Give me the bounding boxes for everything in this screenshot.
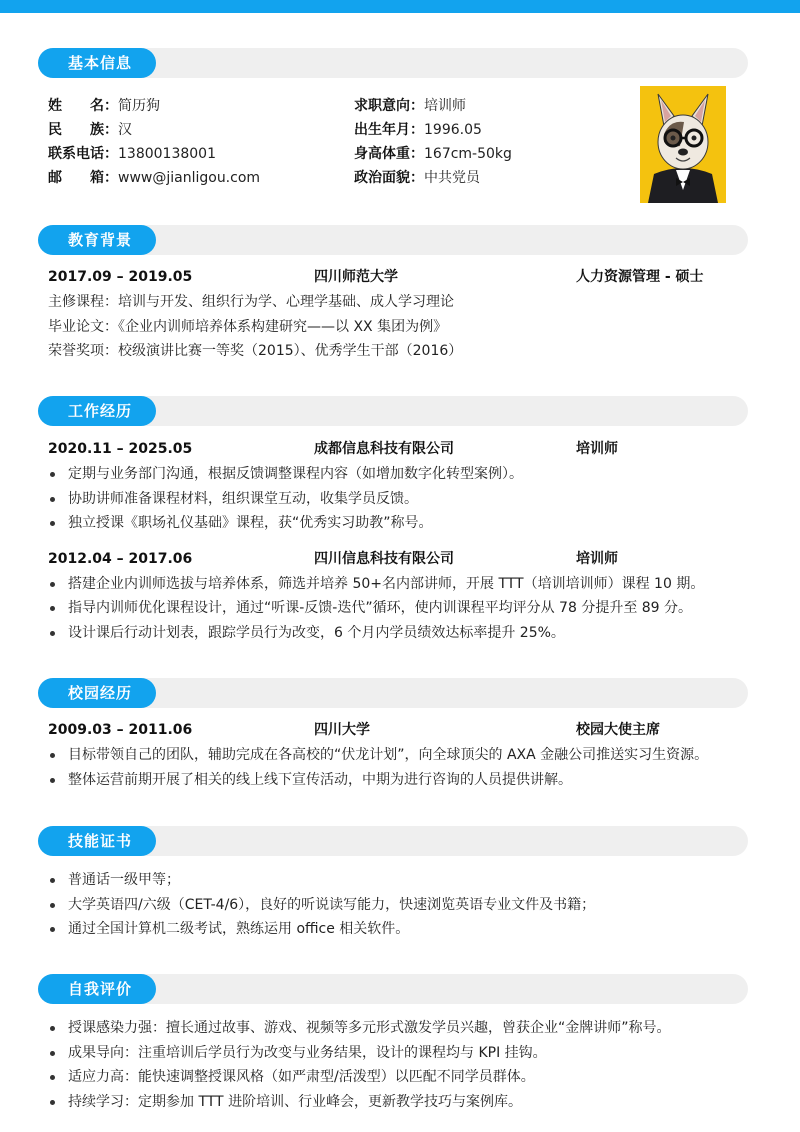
bullet-dot xyxy=(50,1100,55,1105)
profile-photo xyxy=(640,86,726,203)
basic-info-row xyxy=(48,142,608,166)
bullet-dot xyxy=(50,1051,55,1056)
section-title: 技能证书 xyxy=(38,826,156,856)
section-header xyxy=(38,974,748,1004)
list-item-text: 搭建企业内训师选拔与培养体系，筛选并培养 50+名内部讲师，开展 TTT（培训培训师）课程 10 期。 xyxy=(68,575,705,592)
list-item-text: 定期与业务部门沟通，根据反馈调整课程内容（如增加数字化转型案例）。 xyxy=(68,466,523,482)
section-basic-info xyxy=(38,48,748,186)
list-item xyxy=(38,1016,748,1041)
bullet-dot xyxy=(50,606,55,611)
list-item-text: 整体运营前期开展了相关的线上线下宣传活动，中期为进行咨询的人员提供讲解。 xyxy=(68,771,572,788)
field-label: 邮 箱： xyxy=(48,170,118,186)
bullet-dot xyxy=(50,903,55,908)
list-item xyxy=(38,743,748,768)
section-header xyxy=(38,48,748,78)
list-item xyxy=(38,868,748,893)
bullet-dot xyxy=(50,878,55,883)
entry-date: 2009.03 – 2011.06 xyxy=(48,722,193,738)
list-item-text: 大学英语四/六级（CET-4/6），良好的听说读写能力，快速浏览英语专业文件及书籍； xyxy=(68,896,596,913)
field-value: 167cm-50kg xyxy=(424,146,512,162)
list-item xyxy=(38,621,748,646)
bullet-dot xyxy=(50,631,55,636)
bullet-dot xyxy=(50,582,55,587)
basic-info-row xyxy=(48,94,608,118)
list-item-text: 授课感染力强：擅长通过故事、游戏、视频等多元形式激发学员兴趣，曾获企业“金牌讲师”称号。 xyxy=(68,1020,671,1036)
bullet-dot xyxy=(50,497,55,502)
basic-info-grid xyxy=(48,94,608,190)
work-entry-header xyxy=(38,437,748,462)
list-item xyxy=(38,511,748,536)
entry-org: 四川大学 xyxy=(314,722,370,738)
bullet-dot xyxy=(50,753,55,758)
field-value: 13800138001 xyxy=(118,146,216,162)
list-item xyxy=(38,462,748,487)
entry-date: 2012.04 – 2017.06 xyxy=(48,550,193,567)
email-value: www@jianligou.com xyxy=(118,170,261,186)
field-label: 联系电话： xyxy=(48,146,118,162)
list-item-text: 设计课后行动计划表，跟踪学员行为改变，6 个月内学员绩效达标率提升 25%。 xyxy=(68,624,565,641)
section-self-evaluation xyxy=(38,974,748,1114)
work-entry-header xyxy=(38,547,748,572)
section-education xyxy=(38,225,748,364)
field-label: 民 族： xyxy=(48,122,118,138)
list-item xyxy=(38,1065,748,1090)
section-work xyxy=(38,396,748,645)
education-detail-line: 荣誉奖项：校级演讲比赛一等奖（2015）、优秀学生干部（2016） xyxy=(48,343,463,359)
field-label: 身高体重： xyxy=(354,146,424,162)
section-campus xyxy=(38,678,748,792)
list-item-text: 普通话一级甲等； xyxy=(68,872,180,888)
list-item-text: 目标带领自己的团队，辅助完成在各高校的“伏龙计划”，向全球顶尖的 AXA 金融公司推送实习生资源。 xyxy=(68,747,709,763)
entry-company: 成都信息科技有限公司 xyxy=(314,441,454,457)
list-item xyxy=(38,917,748,942)
entry-date: 2017.09 – 2019.05 xyxy=(48,269,193,285)
field-label: 求职意向： xyxy=(354,98,424,114)
bullet-dot xyxy=(50,1075,55,1080)
entry-role: 校园大使主席 xyxy=(576,722,660,738)
list-item-text: 协助讲师准备课程材料，组织课堂互动，收集学员反馈。 xyxy=(68,490,418,507)
list-item xyxy=(38,572,748,597)
section-title: 校园经历 xyxy=(38,678,156,708)
field-value: 1996.05 xyxy=(424,122,482,138)
entry-date: 2020.11 – 2025.05 xyxy=(48,441,193,457)
entry-role: 培训师 xyxy=(576,441,618,457)
list-item-text: 持续学习：定期参加 TTT 进阶培训、行业峰会，更新教学技巧与案例库。 xyxy=(68,1093,523,1110)
education-detail-line: 主修课程：培训与开发、组织行为学、心理学基础、成人学习理论 xyxy=(48,294,454,310)
list-item-text: 适应力高：能快速调整授课风格（如严肃型/活泼型）以匹配不同学员群体。 xyxy=(68,1069,535,1085)
field-label: 政治面貌： xyxy=(354,170,424,186)
campus-entry-header xyxy=(38,718,748,743)
bullet-dot xyxy=(50,927,55,932)
section-skills xyxy=(38,826,748,942)
field-value: 简历狗 xyxy=(118,98,160,114)
entry-role: 培训师 xyxy=(576,550,618,567)
section-header xyxy=(38,678,748,708)
section-header xyxy=(38,826,748,856)
section-title: 自我评价 xyxy=(38,974,156,1004)
bullet-dot xyxy=(50,778,55,783)
bullet-dot xyxy=(50,1026,55,1031)
education-entry-header xyxy=(38,265,748,290)
top-accent-bar xyxy=(0,0,800,13)
list-item-text: 通过全国计算机二级考试，熟练运用 office 相关软件。 xyxy=(68,921,410,937)
bullet-dot xyxy=(50,472,55,477)
list-item xyxy=(38,768,748,793)
basic-info-row xyxy=(48,118,608,142)
list-item xyxy=(38,893,748,918)
basic-info-row xyxy=(48,166,608,190)
section-header xyxy=(38,225,748,255)
section-title: 工作经历 xyxy=(38,396,156,426)
list-item xyxy=(38,1090,748,1115)
list-item-text: 指导内训师优化课程设计，通过“听课-反馈-迭代”循环，使内训课程平均评分从 78 分提升至 89 分。 xyxy=(68,600,693,616)
field-label: 姓 名： xyxy=(48,98,118,114)
list-item xyxy=(38,487,748,512)
list-item xyxy=(38,596,748,621)
section-title: 教育背景 xyxy=(38,225,156,255)
field-label: 出生年月： xyxy=(354,122,424,138)
entry-major: 人力资源管理 - 硕士 xyxy=(576,269,704,285)
bullet-dot xyxy=(50,521,55,526)
list-item xyxy=(38,1041,748,1066)
section-title: 基本信息 xyxy=(38,48,156,78)
entry-school: 四川师范大学 xyxy=(314,269,398,285)
list-item-text: 独立授课《职场礼仪基础》课程，获“优秀实习助教”称号。 xyxy=(68,515,433,531)
list-item-text: 成果导向：注重培训后学员行为改变与业务结果，设计的课程均与 KPI 挂钩。 xyxy=(68,1044,547,1061)
section-header xyxy=(38,396,748,426)
entry-company: 四川信息科技有限公司 xyxy=(314,550,454,567)
dog-avatar-icon xyxy=(640,86,726,203)
education-detail-line: 毕业论文：《企业内训师培养体系构建研究——以 XX 集团为例》 xyxy=(48,318,448,335)
field-value: 中共党员 xyxy=(424,170,480,186)
field-value: 培训师 xyxy=(424,98,466,114)
field-value: 汉 xyxy=(118,122,132,138)
